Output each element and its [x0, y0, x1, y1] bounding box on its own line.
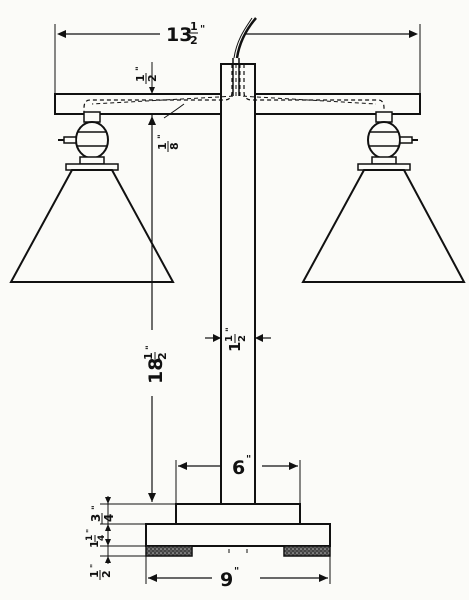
- right-switch-knob: [400, 137, 412, 143]
- arm-thickness-num: 1: [134, 74, 147, 82]
- upper-base-thickness-den: 4: [102, 513, 116, 522]
- lower-base: [146, 524, 330, 546]
- left-shade: [11, 170, 173, 282]
- lower-base-thickness-unit: ": [85, 528, 94, 533]
- column-width-unit: ": [225, 327, 235, 332]
- upper-base-thickness-unit: ": [91, 505, 101, 510]
- left-felt-foot: [146, 546, 192, 556]
- right-shade: [303, 170, 464, 282]
- lower-base-thickness-num: 1: [85, 534, 95, 541]
- foot-thickness-unit: ": [89, 563, 98, 568]
- arm-span-num: 1: [190, 20, 198, 33]
- left-socket-stem: [84, 112, 100, 122]
- upper-base-width-whole: 6: [232, 457, 246, 479]
- arm-thickness-unit: ": [135, 66, 145, 71]
- column-height-num: 1: [142, 352, 155, 360]
- left-lamp: [11, 112, 173, 282]
- left-socket-collar: [80, 157, 104, 164]
- lower-base-thickness-whole: 1: [88, 540, 101, 548]
- right-socket-body: [368, 122, 400, 158]
- left-socket-body: [76, 122, 108, 158]
- right-socket-collar: [372, 157, 396, 164]
- center-column: [221, 64, 255, 504]
- foot-thickness-den: 2: [100, 570, 113, 578]
- column-width-den: 2: [237, 335, 248, 342]
- column-height-unit: ": [145, 345, 155, 350]
- left-switch-knob: [64, 137, 76, 143]
- upper-base-thickness-num: 3: [89, 513, 103, 522]
- right-felt-foot: [284, 546, 330, 556]
- wire-groove-num: 1: [156, 142, 169, 150]
- arm-span-den: 2: [190, 34, 198, 47]
- dim-lower-base-thickness: [85, 526, 146, 552]
- lower-base-width-whole: 9: [220, 569, 234, 591]
- upper-base-width-unit: ": [246, 454, 252, 465]
- column-height-whole: 18: [145, 357, 167, 384]
- right-socket-stem: [376, 112, 392, 122]
- dim-lower-base-width: [146, 556, 330, 591]
- upper-base: [176, 504, 300, 524]
- column-width-whole: 1: [226, 341, 244, 352]
- column-width-num: 1: [224, 335, 235, 342]
- arm-thickness-den: 2: [146, 74, 159, 82]
- lower-base-thickness-den: 4: [97, 534, 107, 541]
- column-height-den: 2: [156, 352, 169, 360]
- arm-span-unit: ": [200, 24, 206, 35]
- wire-groove-unit: ": [157, 134, 167, 139]
- dim-column-height: [140, 114, 221, 502]
- wire-groove-den: 8: [168, 142, 181, 150]
- right-lamp: [303, 112, 464, 282]
- dim-foot-thickness: [88, 546, 146, 580]
- foot-thickness-num: 1: [88, 570, 101, 578]
- lower-base-width-unit: ": [234, 566, 240, 577]
- dim-arm-thickness: [134, 62, 221, 94]
- arm-span-whole: 13: [166, 24, 193, 46]
